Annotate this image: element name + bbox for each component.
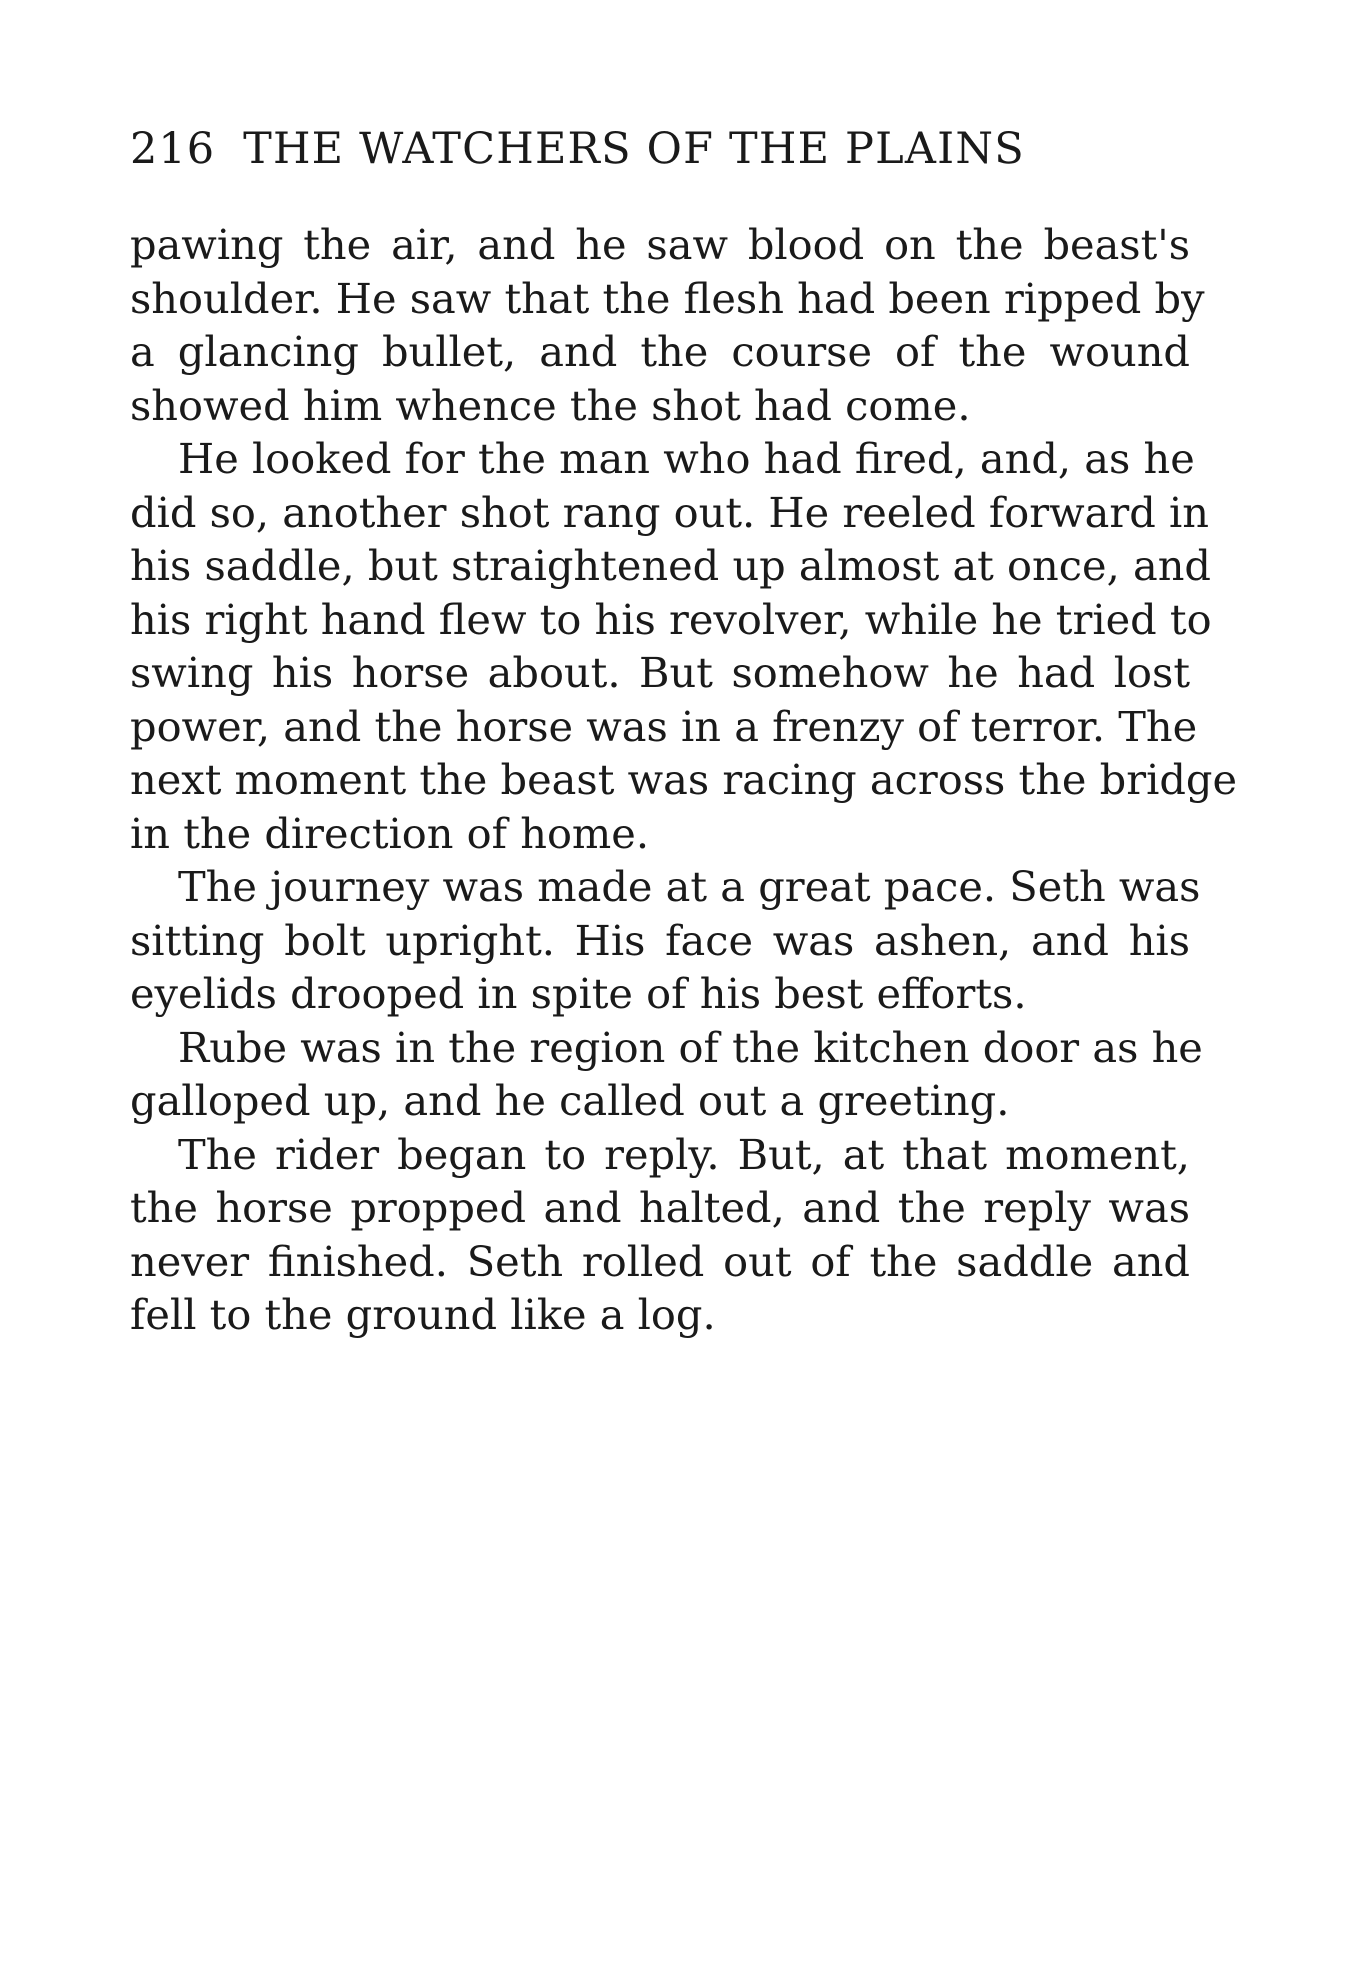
- paragraph: [130, 432, 1238, 860]
- text-line: sitting bolt upright. His face was ashen, and his: [130, 915, 1190, 965]
- paragraph: [130, 1128, 1190, 1342]
- text-line: fell to the ground like a log.: [130, 1290, 716, 1339]
- text-line: pawing the air, and he saw blood on the beast's: [130, 220, 1190, 269]
- text-line: never finished. Seth rolled out of the saddle and: [130, 1236, 1190, 1286]
- text-line: in the direction of home.: [130, 808, 650, 858]
- text-line: a glancing bullet, and the course of the wound: [130, 327, 1190, 376]
- page-number: 216: [130, 124, 216, 174]
- running-head: [130, 124, 1070, 174]
- text-line: shoulder. He saw that the flesh had been ripped by: [130, 273, 1205, 323]
- text-line: did so, another shot rang out. He reeled forward in: [130, 487, 1209, 537]
- text-line: showed him whence the shot had come.: [130, 380, 971, 430]
- text-line: his saddle, but straightened up almost at once, and: [130, 541, 1211, 590]
- text-line: next moment the beast was racing across the bridge: [130, 755, 1238, 804]
- text-line: power, and the horse was in a frenzy of terror. The: [130, 701, 1198, 751]
- paragraph: [130, 860, 1201, 1021]
- text-line: The journey was made at a great pace. Seth was: [178, 862, 1201, 911]
- text-line: his right hand flew to his revolver, while he tried to: [130, 594, 1212, 644]
- text-line: eyelids drooped in spite of his best efforts.: [130, 969, 1027, 1018]
- text-line: swing his horse about. But somehow he had lost: [130, 648, 1190, 697]
- text-line: the horse propped and halted, and the reply was: [130, 1183, 1190, 1232]
- text-line: Rube was in the region of the kitchen door as he: [178, 1022, 1203, 1072]
- text-line: galloped up, and he called out a greeting.: [130, 1076, 1010, 1125]
- paragraph: [130, 218, 1205, 432]
- paragraph: [130, 1021, 1203, 1128]
- text-line: He looked for the man who had fired, and, as he: [178, 434, 1195, 483]
- text-line: The rider began to reply. But, at that moment,: [178, 1129, 1190, 1179]
- running-title: THE WATCHERS OF THE PLAINS: [243, 124, 1025, 174]
- body-text: [130, 218, 1238, 1342]
